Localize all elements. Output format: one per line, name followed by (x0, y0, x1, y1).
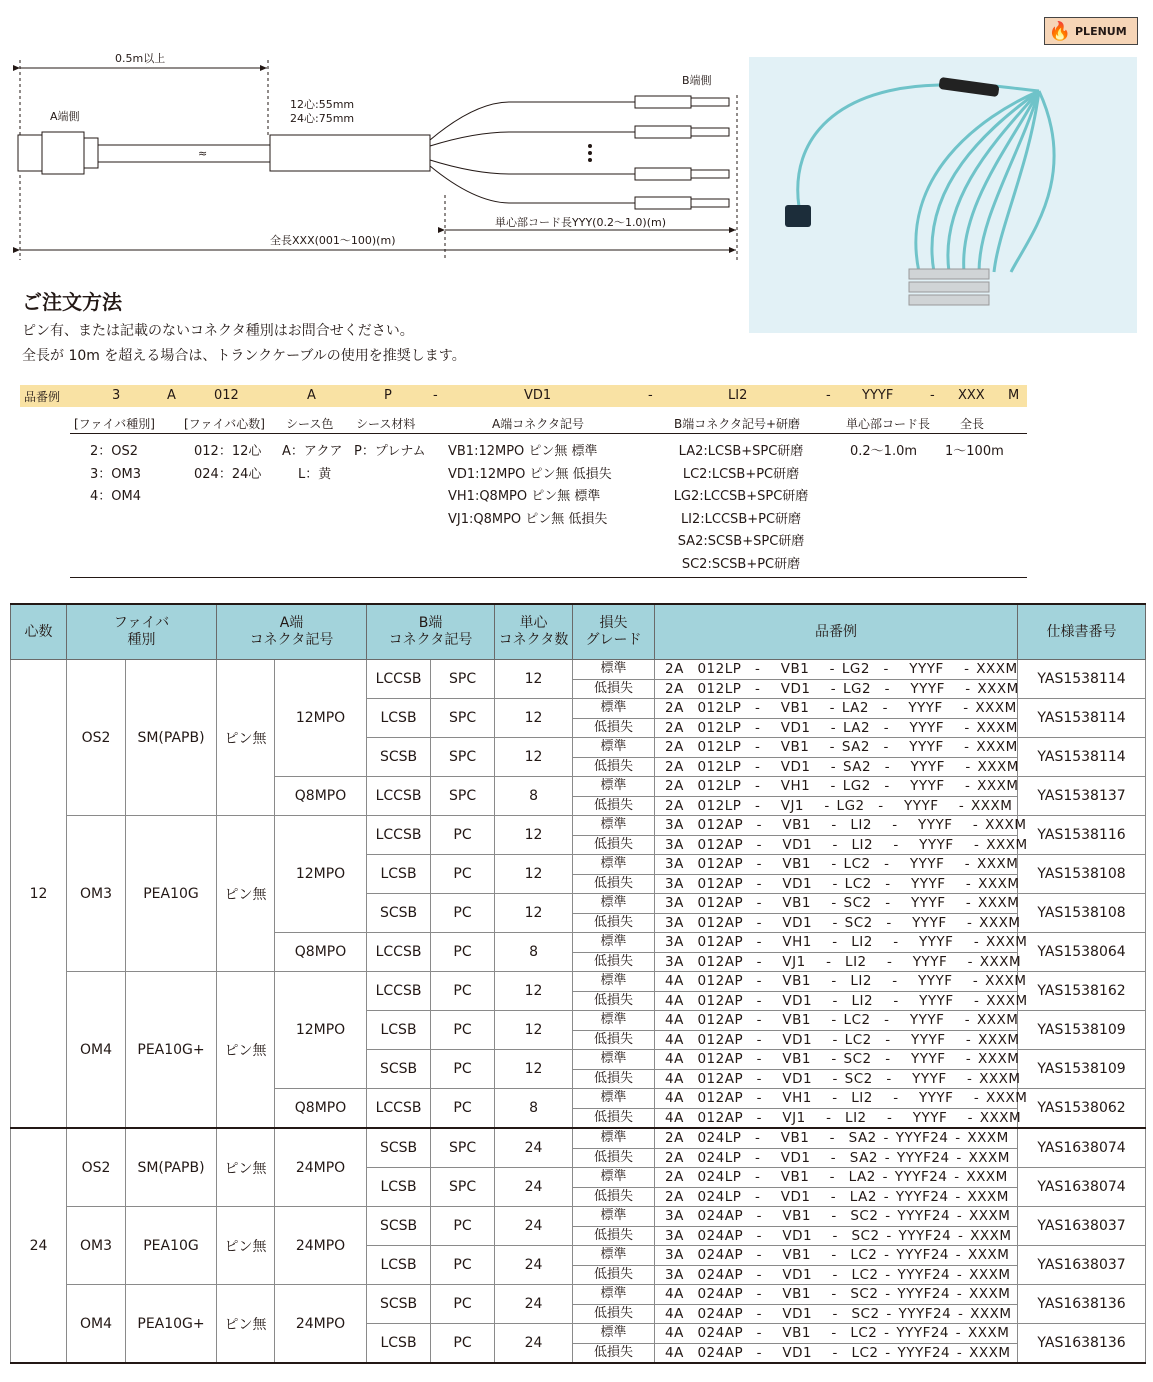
part-number-example (20, 385, 1027, 579)
pn-code: - (826, 388, 831, 403)
single-count-cell: 24 (495, 1246, 573, 1285)
pn-code: XXX (958, 388, 985, 403)
pin-cell: ピン無 (217, 816, 275, 972)
grade-cell: 標準 (573, 738, 655, 758)
a-connector-cell: 24MPO (275, 1207, 367, 1285)
a-connector-cell: 12MPO (275, 660, 367, 777)
header-fiber-type: ファイバ 種別 (67, 604, 217, 660)
part-number-cell: 3A 012AP - VB1 - LI2 - YYYF - XXXM (655, 816, 1018, 836)
spec-number-cell: YAS1538064 (1018, 933, 1146, 972)
b-connector-cell: LCSB (367, 855, 431, 894)
pin-cell: ピン無 (217, 1128, 275, 1207)
fiber-cell: OS2 (67, 660, 126, 816)
part-number-cell: 3A 024AP - VB1 - LC2 - YYYF24 - XXXM (655, 1246, 1018, 1266)
grade-cell: 標準 (573, 855, 655, 875)
grade-cell: 標準 (573, 1050, 655, 1070)
pin-cell: ピン無 (217, 1285, 275, 1364)
spec-number-cell: YAS1638136 (1018, 1324, 1146, 1364)
table-row (11, 972, 1146, 992)
a-connector-option: VB1:12MPO ピン無 標準 (448, 444, 598, 459)
polish-cell: SPC (431, 1128, 495, 1168)
grade-cell: 低損失 (573, 1226, 655, 1246)
spec-number-cell: YAS1638037 (1018, 1207, 1146, 1246)
spec-number-cell: YAS1538114 (1018, 738, 1146, 777)
pn-code: 012 (214, 388, 239, 403)
spec-number-cell: YAS1538109 (1018, 1011, 1146, 1050)
order-note-pin: ピン有、または記載のないコネクタ種別はお問合せください。 (22, 323, 414, 339)
spec-number-cell: YAS1638074 (1018, 1168, 1146, 1207)
product-photo (749, 57, 1137, 333)
single-count-cell: 12 (495, 1011, 573, 1050)
grade-cell: 低損失 (573, 1304, 655, 1324)
single-count-cell: 12 (495, 1050, 573, 1089)
b-connector-cell: SCSB (367, 1050, 431, 1089)
pn-code: YYYF (862, 388, 894, 403)
spec-number-cell: YAS1538108 (1018, 894, 1146, 933)
spec-number-cell: YAS1638136 (1018, 1285, 1146, 1324)
grade-cell: 低損失 (573, 835, 655, 855)
grade-cell: 標準 (573, 699, 655, 719)
b-connector-cell: LCSB (367, 1011, 431, 1050)
pn-code: A (167, 388, 176, 403)
part-number-cell: 4A 024AP - VB1 - LC2 - YYYF24 - XXXM (655, 1324, 1018, 1344)
total-length-label: 全長XXX(001～100)(m) (270, 234, 396, 247)
part-number-cell: 3A 024AP - VD1 - SC2 - YYYF24 - XXXM (655, 1226, 1018, 1246)
grade-cell: 低損失 (573, 952, 655, 972)
fiber-type-cell: SM(PAPB) (126, 1128, 217, 1207)
a-connector-cell: Q8MPO (275, 933, 367, 972)
b-connector-cell: SCSB (367, 1128, 431, 1168)
grade-cell: 低損失 (573, 1265, 655, 1285)
part-number-cell: 2A 024LP - VB1 - SA2 - YYYF24 - XXXM (655, 1128, 1018, 1148)
grade-cell: 低損失 (573, 1069, 655, 1089)
fiber-type-cell: PEA10G (126, 1207, 217, 1285)
header-cores: 心数 (11, 604, 67, 660)
part-number-cell: 3A 012AP - VD1 - LC2 - YYYF - XXXM (655, 874, 1018, 894)
spec-number-cell: YAS1538137 (1018, 777, 1146, 816)
fiber-count-option: 024：24心 (194, 466, 262, 482)
sheath-material-option: P：プレナム (354, 444, 426, 459)
order-note-length: 全長が 10m を超える場合は、トランクケーブルの使用を推奨します。 (22, 348, 466, 364)
single-count-cell: 24 (495, 1285, 573, 1324)
single-count-cell: 12 (495, 855, 573, 894)
pin-cell: ピン無 (217, 1207, 275, 1285)
a-connector-cell: 12MPO (275, 816, 367, 933)
header-b-connector: B端 コネクタ記号 (367, 604, 495, 660)
b-connector-option: LA2:LCSB+SPC研磨 (678, 444, 804, 459)
grade-cell: 低損失 (573, 718, 655, 738)
b-connector-option: LC2:LCSB+PC研磨 (682, 466, 800, 482)
b-connector-cell: LCCSB (367, 933, 431, 972)
col-b-connector: B端コネクタ記号+研磨 (674, 417, 801, 431)
part-number-cell: 4A 024AP - VD1 - LC2 - YYYF24 - XXXM (655, 1343, 1018, 1363)
single-count-cell: 12 (495, 816, 573, 855)
spec-number-cell: YAS1538109 (1018, 1050, 1146, 1089)
pn-code: P (384, 388, 392, 403)
grade-cell: 低損失 (573, 1030, 655, 1050)
part-number-cell: 3A 012AP - VB1 - LC2 - YYYF - XXXM (655, 855, 1018, 875)
grade-cell: 標準 (573, 894, 655, 914)
col-a-connector: A端コネクタ記号 (492, 417, 584, 431)
fiber-type-option: 3：OM3 (90, 466, 141, 482)
b-connector-cell: LCCSB (367, 972, 431, 1011)
part-number-cell: 4A 012AP - VD1 - SC2 - YYYF - XXXM (655, 1069, 1018, 1089)
b-connector-cell: LCSB (367, 1246, 431, 1285)
grade-cell: 標準 (573, 933, 655, 953)
polish-cell: PC (431, 1285, 495, 1324)
fiber-type-option: 2：OS2 (90, 444, 139, 459)
polish-cell: SPC (431, 1168, 495, 1207)
grade-cell: 低損失 (573, 796, 655, 816)
grade-cell: 低損失 (573, 991, 655, 1011)
part-number-cell: 2A 012LP - VD1 - LG2 - YYYF - XXXM (655, 679, 1018, 699)
b-connector-cell: SCSB (367, 1285, 431, 1324)
b-end-label: B端側 (682, 74, 712, 87)
flame-icon: 🔥 (1048, 20, 1072, 42)
polish-cell: SPC (431, 699, 495, 738)
single-count-cell: 12 (495, 738, 573, 777)
part-number-cell: 4A 012AP - VD1 - LI2 - YYYF - XXXM (655, 991, 1018, 1011)
core-count-cell: 24 (11, 1128, 67, 1363)
pn-code: LI2 (728, 388, 748, 403)
col-sheath-material: シース材料 (356, 417, 416, 431)
part-number-cell: 4A 012AP - VJ1 - LI2 - YYYF - XXXM (655, 1108, 1018, 1128)
table-row (11, 1285, 1146, 1305)
single-count-cell: 24 (495, 1128, 573, 1168)
b-connector-cell: LCCSB (367, 816, 431, 855)
fiber-type-option: 4：OM4 (90, 489, 141, 504)
spec-number-cell: YAS1538062 (1018, 1089, 1146, 1129)
polish-cell: PC (431, 972, 495, 1011)
part-number-cell: 3A 012AP - VD1 - LI2 - YYYF - XXXM (655, 835, 1018, 855)
part-number-cell: 2A 024LP - VB1 - LA2 - YYYF24 - XXXM (655, 1168, 1018, 1188)
a-connector-cell: 12MPO (275, 972, 367, 1089)
grade-cell: 標準 (573, 1011, 655, 1031)
polish-cell: PC (431, 1050, 495, 1089)
polish-cell: PC (431, 1246, 495, 1285)
fiber-type-cell: PEA10G+ (126, 972, 217, 1129)
pn-code: - (648, 388, 653, 403)
polish-cell: SPC (431, 738, 495, 777)
pn-code: - (930, 388, 935, 403)
single-count-cell: 24 (495, 1207, 573, 1246)
col-fiber-type: [ファイバ種別] (74, 417, 155, 431)
polish-cell: PC (431, 816, 495, 855)
grade-cell: 標準 (573, 1128, 655, 1148)
fiber-cell: OM3 (67, 1207, 126, 1285)
grade-cell: 標準 (573, 1246, 655, 1266)
grade-cell: 低損失 (573, 679, 655, 699)
table-row (11, 1128, 1146, 1148)
col-sheath-color: シース色 (286, 417, 334, 431)
spec-number-cell: YAS1638037 (1018, 1246, 1146, 1285)
col-single-length: 単心部コード長 (846, 417, 931, 431)
grade-cell: 標準 (573, 1168, 655, 1188)
a-connector-option: VH1:Q8MPO ピン無 標準 (448, 489, 601, 504)
part-number-cell: 3A 024AP - VD1 - LC2 - YYYF24 - XXXM (655, 1265, 1018, 1285)
len12-label: 12心:55mm (290, 98, 355, 111)
len24-label: 24心:75mm (290, 112, 355, 125)
table-row (11, 816, 1146, 836)
polish-cell: PC (431, 855, 495, 894)
grade-cell: 低損失 (573, 913, 655, 933)
spec-number-cell: YAS1538114 (1018, 660, 1146, 699)
polish-cell: PC (431, 1207, 495, 1246)
core-count-cell: 12 (11, 660, 67, 1129)
part-number-cell: 2A 012LP - VB1 - LA2 - YYYF - XXXM (655, 699, 1018, 719)
b-connector-cell: SCSB (367, 738, 431, 777)
pn-code: A (307, 388, 316, 403)
sheath-color-option: A：アクア (282, 444, 343, 459)
b-connector-cell: LCSB (367, 1168, 431, 1207)
fiber-type-cell: SM(PAPB) (126, 660, 217, 816)
pin-cell: ピン無 (217, 972, 275, 1129)
plenum-badge (1044, 17, 1138, 45)
single-length-label: 単心部コード長YYY(0.2～1.0)(m) (495, 216, 667, 229)
single-count-cell: 12 (495, 972, 573, 1011)
part-number-cell: 2A 024LP - VD1 - SA2 - YYYF24 - XXXM (655, 1148, 1018, 1168)
a-connector-option: VJ1:Q8MPO ピン無 低損失 (448, 511, 608, 527)
grade-cell: 低損失 (573, 1187, 655, 1207)
pn-code: 3 (112, 388, 121, 403)
b-connector-option: SC2:SCSB+PC研磨 (681, 556, 801, 572)
cable-diagram (0, 40, 760, 270)
product-table-body (11, 660, 1146, 1364)
single-length-option: 0.2～1.0m (850, 444, 918, 459)
pn-code: VD1 (524, 388, 552, 403)
grade-cell: 低損失 (573, 1343, 655, 1363)
part-number-cell: 2A 012LP - VJ1 - LG2 - YYYF - XXXM (655, 796, 1018, 816)
spec-number-cell: YAS1538162 (1018, 972, 1146, 1011)
grade-cell: 標準 (573, 777, 655, 797)
min-length-label: 0.5m以上 (115, 52, 166, 65)
part-number-cell: 3A 012AP - VJ1 - LI2 - YYYF - XXXM (655, 952, 1018, 972)
pn-label: 品番例 (24, 390, 61, 404)
fiber-cell: OM3 (67, 816, 126, 972)
part-number-cell: 4A 012AP - VH1 - LI2 - YYYF - XXXM (655, 1089, 1018, 1109)
b-connector-cell: LCCSB (367, 660, 431, 699)
table-row (11, 1207, 1146, 1227)
header-loss-grade: 損失 グレード (573, 604, 655, 660)
col-total-length: 全長 (960, 417, 985, 431)
part-number-cell: 2A 024LP - VD1 - LA2 - YYYF24 - XXXM (655, 1187, 1018, 1207)
spec-number-cell: YAS1538114 (1018, 699, 1146, 738)
b-connector-cell: SCSB (367, 894, 431, 933)
a-connector-cell: 24MPO (275, 1285, 367, 1364)
grade-cell: 低損失 (573, 757, 655, 777)
polish-cell: SPC (431, 777, 495, 816)
b-connector-option: LG2:LCCSB+SPC研磨 (673, 489, 809, 504)
single-count-cell: 12 (495, 894, 573, 933)
single-count-cell: 24 (495, 1168, 573, 1207)
a-connector-cell: Q8MPO (275, 1089, 367, 1129)
a-connector-cell: 24MPO (275, 1128, 367, 1207)
header-spec-number: 仕様書番号 (1018, 604, 1146, 660)
single-count-cell: 12 (495, 699, 573, 738)
part-number-cell: 3A 012AP - VB1 - SC2 - YYYF - XXXM (655, 894, 1018, 914)
pin-cell: ピン無 (217, 660, 275, 816)
b-connector-cell: LCSB (367, 1324, 431, 1364)
part-number-cell: 2A 012LP - VD1 - SA2 - YYYF - XXXM (655, 757, 1018, 777)
part-number-cell: 4A 024AP - VD1 - SC2 - YYYF24 - XXXM (655, 1304, 1018, 1324)
fiber-type-cell: PEA10G+ (126, 1285, 217, 1364)
single-count-cell: 8 (495, 1089, 573, 1129)
polish-cell: PC (431, 1011, 495, 1050)
fiber-count-option: 012：12心 (194, 444, 262, 459)
single-count-cell: 8 (495, 777, 573, 816)
pn-code: - (433, 388, 438, 403)
spec-number-cell: YAS1638074 (1018, 1128, 1146, 1168)
product-table (10, 603, 1146, 1364)
part-number-cell: 3A 012AP - VH1 - LI2 - YYYF - XXXM (655, 933, 1018, 953)
header-single-count: 単心 コネクタ数 (495, 604, 573, 660)
plenum-label: PLENUM (1075, 24, 1127, 38)
grade-cell: 標準 (573, 972, 655, 992)
grade-cell: 標準 (573, 1089, 655, 1109)
part-number-cell: 4A 012AP - VB1 - LI2 - YYYF - XXXM (655, 972, 1018, 992)
polish-cell: PC (431, 894, 495, 933)
b-connector-cell: SCSB (367, 1207, 431, 1246)
spec-number-cell: YAS1538116 (1018, 816, 1146, 855)
part-number-cell: 2A 012LP - VH1 - LG2 - YYYF - XXXM (655, 777, 1018, 797)
part-number-cell: 3A 012AP - VD1 - SC2 - YYYF - XXXM (655, 913, 1018, 933)
grade-cell: 標準 (573, 816, 655, 836)
pn-code: M (1008, 388, 1020, 403)
col-fiber-count: [ファイバ心数] (184, 417, 265, 431)
b-connector-option: LI2:LCCSB+PC研磨 (680, 511, 802, 527)
order-title: ご注文方法 (22, 290, 122, 314)
part-number-cell: 2A 012LP - VB1 - LG2 - YYYF - XXXM (655, 660, 1018, 680)
a-connector-option: VD1:12MPO ピン無 低損失 (448, 466, 612, 482)
grade-cell: 低損失 (573, 1148, 655, 1168)
b-connector-cell: LCCSB (367, 777, 431, 816)
part-number-cell: 4A 024AP - VB1 - SC2 - YYYF24 - XXXM (655, 1285, 1018, 1305)
spec-number-cell: YAS1538108 (1018, 855, 1146, 894)
part-number-cell: 2A 012LP - VB1 - SA2 - YYYF - XXXM (655, 738, 1018, 758)
part-number-cell: 4A 012AP - VD1 - LC2 - YYYF - XXXM (655, 1030, 1018, 1050)
fiber-type-cell: PEA10G (126, 816, 217, 972)
grade-cell: 低損失 (573, 874, 655, 894)
table-row (11, 660, 1146, 680)
b-connector-cell: LCSB (367, 699, 431, 738)
a-connector-cell: Q8MPO (275, 777, 367, 816)
grade-cell: 標準 (573, 1285, 655, 1305)
total-length-option: 1～100m (945, 444, 1004, 459)
polish-cell: SPC (431, 660, 495, 699)
fiber-cell: OS2 (67, 1128, 126, 1207)
header-part-example: 品番例 (655, 604, 1018, 660)
sheath-color-option: L：黄 (298, 466, 332, 482)
polish-cell: PC (431, 933, 495, 972)
svg-text:≈: ≈ (198, 147, 208, 160)
single-count-cell: 12 (495, 660, 573, 699)
part-number-cell: 3A 024AP - VB1 - SC2 - YYYF24 - XXXM (655, 1207, 1018, 1227)
grade-cell: 標準 (573, 660, 655, 680)
header-a-connector: A端 コネクタ記号 (217, 604, 367, 660)
a-end-label: A端側 (50, 110, 80, 123)
part-number-cell: 4A 012AP - VB1 - LC2 - YYYF - XXXM (655, 1011, 1018, 1031)
fiber-cell: OM4 (67, 1285, 126, 1364)
grade-cell: 標準 (573, 1324, 655, 1344)
polish-cell: PC (431, 1324, 495, 1364)
grade-cell: 標準 (573, 1207, 655, 1227)
b-connector-cell: LCCSB (367, 1089, 431, 1129)
fiber-cell: OM4 (67, 972, 126, 1129)
b-connector-option: SA2:SCSB+SPC研磨 (677, 534, 805, 549)
single-count-cell: 8 (495, 933, 573, 972)
single-count-cell: 24 (495, 1324, 573, 1364)
polish-cell: PC (431, 1089, 495, 1129)
part-number-cell: 2A 012LP - VD1 - LA2 - YYYF - XXXM (655, 718, 1018, 738)
grade-cell: 低損失 (573, 1108, 655, 1128)
part-number-cell: 4A 012AP - VB1 - SC2 - YYYF - XXXM (655, 1050, 1018, 1070)
